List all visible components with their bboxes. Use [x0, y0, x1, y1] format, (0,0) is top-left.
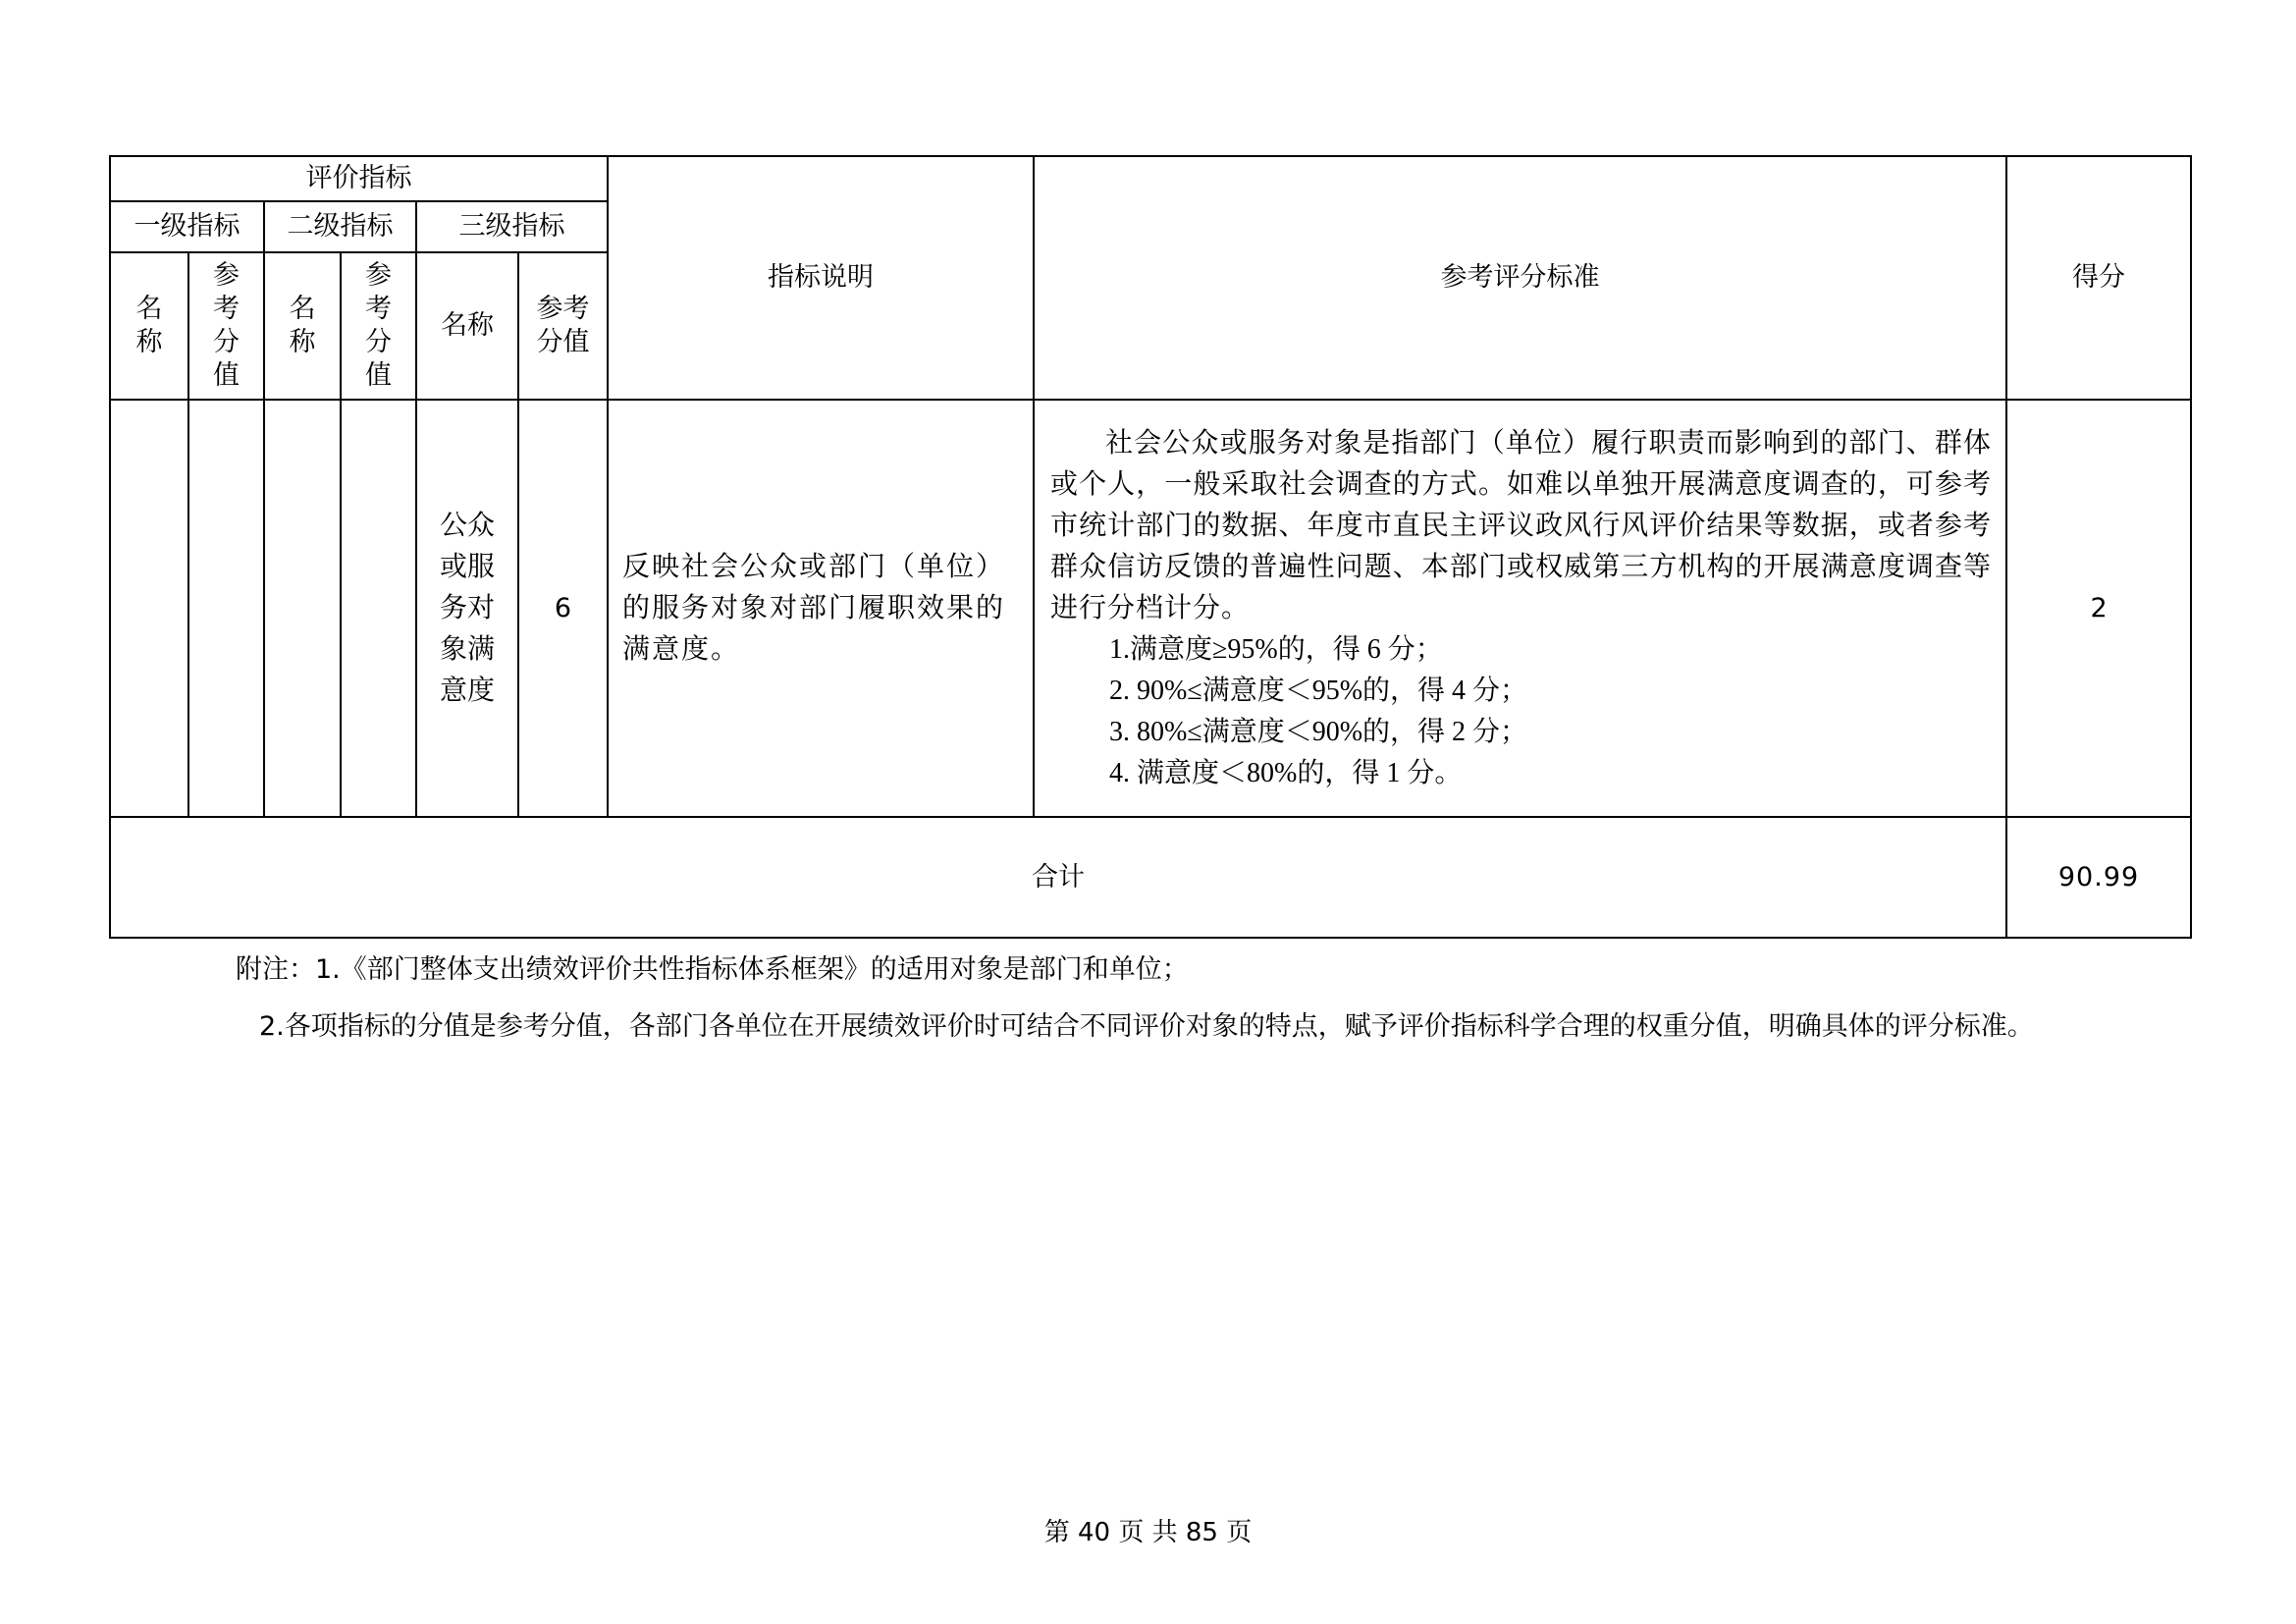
- cell-level1-name: [110, 400, 188, 817]
- note-1: 附注：1.《部门整体支出绩效评价共性指标体系框架》的适用对象是部门和单位；: [236, 954, 1189, 985]
- header-level3-name: 名称: [416, 252, 518, 400]
- criteria-item-2: 2. 90%≤满意度＜95%的，得 4 分；: [1109, 675, 1528, 706]
- cell-criteria: [1034, 400, 2006, 817]
- header-level1-ref-score: 参考分值: [188, 252, 264, 400]
- cell-level3-name: 公众或服务对象满意度: [416, 400, 518, 817]
- header-level2: 二级指标: [264, 201, 416, 252]
- criteria-item-3: 3. 80%≤满意度＜90%的，得 2 分；: [1109, 716, 1528, 747]
- header-description: 指标说明: [608, 156, 1034, 400]
- header-score: 得分: [2006, 156, 2191, 400]
- note-2: 2.各项指标的分值是参考分值，各部门各单位在开展绩效评价时可结合不同评价对象的特点，赋予评价指标科学合理的权重分值，明确具体的评分标准。: [259, 1011, 2034, 1042]
- cell-level1-score: [188, 400, 264, 817]
- cell-level2-name: [264, 400, 341, 817]
- header-level1: 一级指标: [110, 201, 264, 252]
- header-level3: 三级指标: [416, 201, 608, 252]
- page-number: 第 40 页 共 85 页: [1043, 1518, 1253, 1547]
- evaluation-table: [109, 155, 2192, 939]
- notes-section: [236, 950, 2081, 1047]
- header-level1-name: 名称: [110, 252, 188, 400]
- total-row: [110, 817, 2191, 938]
- criteria-item-4: 4. 满意度＜80%的，得 1 分。: [1109, 757, 1463, 788]
- cell-level3-score: 6: [518, 400, 608, 817]
- header-level2-ref-score: 参考分值: [341, 252, 416, 400]
- header-level3-ref-score: 参考分值: [518, 252, 608, 400]
- cell-level2-score: [341, 400, 416, 817]
- total-label: 合计: [110, 817, 2006, 938]
- header-level2-name: 名称: [264, 252, 341, 400]
- criteria-intro: 社会公众或服务对象是指部门（单位）履行职责而影响到的部门、群体或个人，一般采取社会调查的方式。如难以单独开展满意度调查的，可参考市统计部门的数据、年度市直民主评议政风行风评价结果等数据，或者参考群众信访反馈的普遍性问题、本部门或权威第三方机构的开展满意度调查等进行分档计分。: [1050, 427, 1993, 623]
- header-evaluation-indicators: 评价指标: [110, 156, 608, 201]
- cell-description: 反映社会公众或部门（单位）的服务对象对部门履职效果的满意度。: [608, 400, 1034, 817]
- total-value: 90.99: [2006, 817, 2191, 938]
- cell-score: 2: [2006, 400, 2191, 817]
- table-row: [110, 400, 2191, 817]
- header-criteria: 参考评分标准: [1034, 156, 2006, 400]
- criteria-item-1: 1.满意度≥95%的，得 6 分；: [1109, 633, 1443, 665]
